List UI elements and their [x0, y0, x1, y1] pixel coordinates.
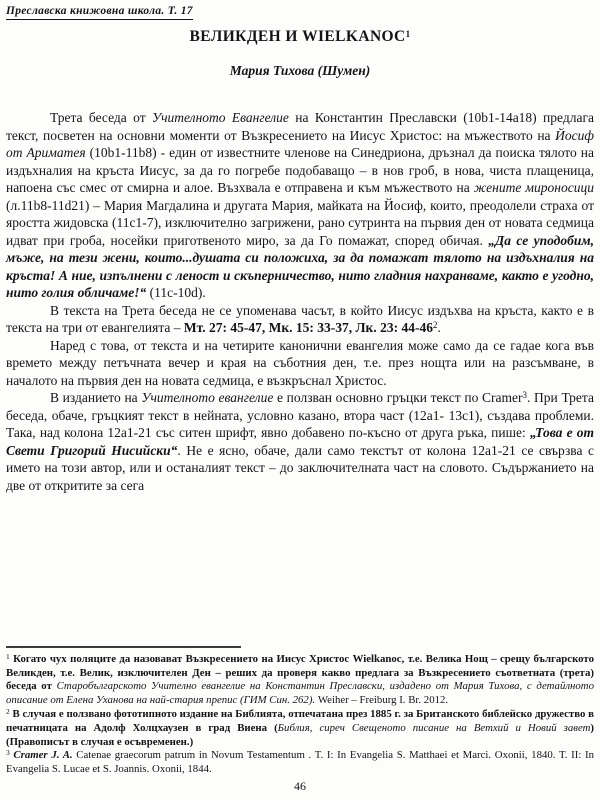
title-footnote-ref: 1	[405, 29, 411, 39]
body-paragraph-4: В изданието на Учителното евангелие е ползван основно гръцки текст по Cramer$^3$. При Трета беседа, обаче, гръцкият текст в нейната, условно казано, втора част (12a1- 13c1), създава проблеми. Така, над колона 12a1-21 със ситен шрифт, явно добавено по-късно от друга ръка, пише: „Това е от Свети Григорий Нисийски“. Не е ясно, обаче, дали само текстът от колона 12a1-21 се свързва с името на този автор, или и останалият текст – до заключителната част на словото. Съдържанието на две от откритите за сега	[6, 390, 595, 493]
footnotes-block	[6, 653, 594, 777]
page-footer	[6, 646, 594, 794]
author-line: Мария Тихова (Шумен)	[229, 63, 371, 78]
footnote-1	[6, 653, 594, 708]
footnote-3-text: Cramer J. A. Catenae graecorum patrum in Novum Testamentum . T. I: In Evangelia S. Matthaei et Marci. Oxonii, 1840. T. II: In Evangelia S. Lucae et S. Joannis. Oxonii, 1844.	[6, 749, 595, 776]
page-number: 46	[294, 779, 306, 793]
body-paragraph-2: В текста на Трета беседа не се упоменава часът, в който Иисус издъхва на кръста, както е в текста на три от евангелията – Мт. 27: 45-47, Мк. 15: 33-37, Лк. 23: $44-46^2$.	[6, 302, 594, 335]
journal-header: Преславска книжовна школа. Т. 17	[6, 4, 193, 20]
footnote-2	[6, 708, 594, 749]
footnote-2-marker: 2	[6, 707, 10, 717]
footnote-1-marker: 1	[6, 651, 10, 661]
footnote-3	[6, 749, 594, 777]
footnote-2-text: В случая е ползвано фототипното издание на Библията, отпечатана през 1885 г. за Британското библейско дружество в печатницата на Адолф Холцхаузен в град Виена (Библия, сиреч Свещеното писание на Ветхий и Новий завет) (Правописът в случая е осъвременен.)	[6, 708, 595, 748]
body-paragraph-3: Наред с това, от текста и на четирите канонични евангелия може само да се гадае кога във времето между петъчната вечер и края на съботния ден, т.е. през нощта или на разсъмване, в началото на първия ден на новата седмица, е възкръснал Христос.	[6, 337, 594, 388]
article-body	[6, 109, 594, 646]
footnote-1-text: Когато чух поляците да назовават Възкресението на Иисус Христос Wielkanoc, т.е. Велика Нощ – срещу българското Великден, т.е. Велик, изключителен Ден – реших да проверя какво предлага за Възкресението съответната (трета) беседа от Старобългарското Учително евангелие на Константин Преславски, издадено от Мария Тихова, с детайлното описание от Елена Уханова на най-стария препис (ГИМ Син. 262). Weiher – Freiburg I. Br. 2012.	[6, 652, 594, 707]
footnote-3-marker: 3	[6, 748, 10, 758]
article-title	[6, 27, 594, 46]
article-title-text: ВЕЛИКДЕН И WIELKANOC	[189, 28, 406, 45]
body-paragraph-1: Трета беседа от Учителното Евангелие на Константин Преславски (10b1-14a18) предлага текст, посветен на основни моменти от Възкресението на Иисус Христос: на мъжеството на Йосиф от Ариматея (10b1-11b8) - един от известните членове на Синедриона, дръзнал да поиска тялото на издъхналия на кръста Иисус, за да го погребе подобаващо – в нов гроб, в нова, чиста плащеница, напоена със смес от смирна и алое. Възхвала е отправена и към мъжеството на жените мироносици (л.11b8-11d21) – Мария Магдалина и другата Мария, майката на Йосиф, които, преодолели страха от яростта жидовска (11c1-7), изключително загрижени, рано сутринта на първия ден от новата седмица идват при гроба, носейки приготвеното миро, за да Го помажат, според обичая. „Да се уподобим, мъже, на тези жени, които...душата си положиха, за да помажат тялото на издъхналия на кръста! А ние, изпълнени с леност и скъперничество, нито гладния нахранваме, както е угодно, нито голия обличаме!“ (11c-10d).	[6, 110, 594, 300]
footnote-separator	[6, 646, 241, 648]
